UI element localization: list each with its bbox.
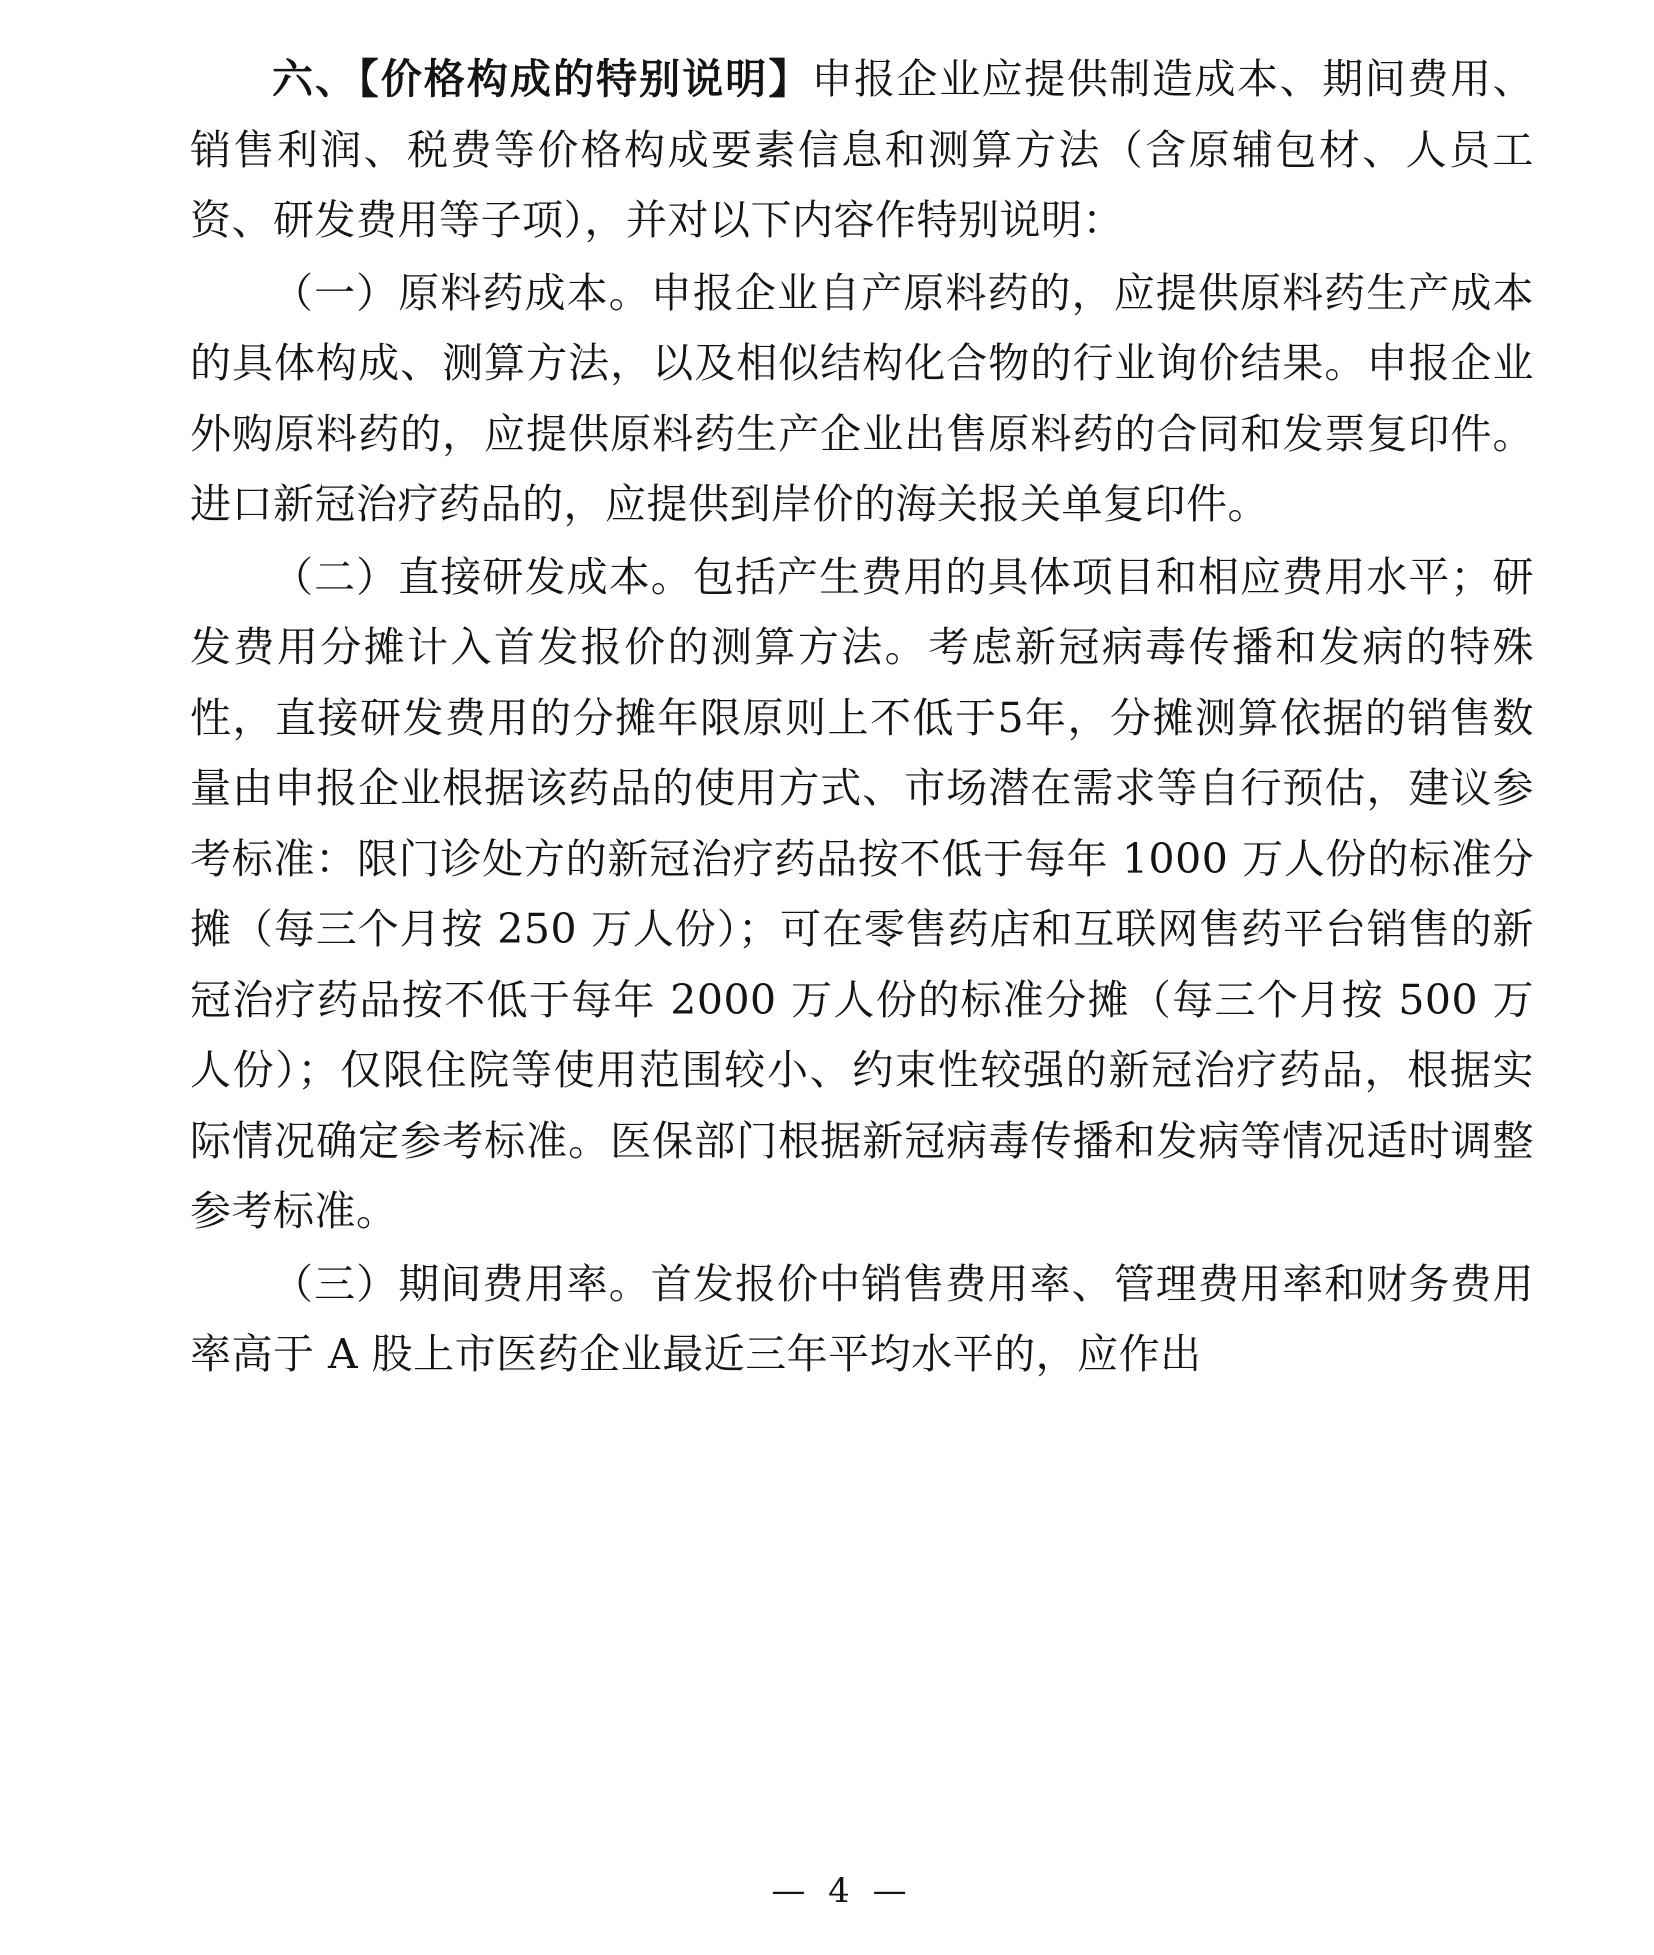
paragraph-text: 申报企业应提供制造成本、期间费用、销售利润、税费等价格构成要素信息和测算方法（含原辅包材、人员工资、研发费用等子项），并对以下内容作特别说明：	[190, 55, 1535, 245]
page-footer	[0, 1871, 1654, 1911]
paragraph-text: （三）期间费用率。首发报价中销售费用率、管理费用率和财务费用率高于 A 股上市医药企业最近三年平均水平的，应作出	[190, 1259, 1534, 1379]
paragraph-item	[190, 258, 1534, 540]
paragraph-text: （二）直接研发成本。包括产生费用的具体项目和相应费用水平；研发费用分摊计入首发报价的测算方法。考虑新冠病毒传播和发病的特殊性，直接研发费用的分摊年限原则上不低于5年，分摊测算依据的销售数量由申报企业根据该药品的使用方式、市场潜在需求等自行预估，建议参考标准：限门诊处方的新冠治疗药品按不低于每年 1000 万人份的标准分摊（每三个月按 250 万人份）；可在零售药店和互联网售药平台销售的新冠治疗药品按不低于每年 2000 万人份的标准分摊（每三个月按 500 万人份）；仅限住院等使用范围较小、约束性较强的新冠治疗药品，根据实际情况确定参考标准。医保部门根据新冠病毒传播和发病等情况适时调整参考标准。	[190, 552, 1534, 1236]
paragraph-label: 六、【价格构成的特别说明】	[272, 55, 812, 103]
paragraph-item	[190, 1249, 1534, 1390]
page-number: — 4 —	[771, 1871, 913, 1911]
paragraph-item	[190, 44, 1534, 256]
paragraph-item	[190, 542, 1534, 1247]
document-body	[190, 44, 1534, 1390]
paragraph-text: （一）原料药成本。申报企业自产原料药的，应提供原料药生产成本的具体构成、测算方法，以及相似结构化合物的行业询价结果。申报企业外购原料药的，应提供原料药生产企业出售原料药的合同和发票复印件。进口新冠治疗药品的，应提供到岸价的海关报关单复印件。	[190, 268, 1534, 529]
